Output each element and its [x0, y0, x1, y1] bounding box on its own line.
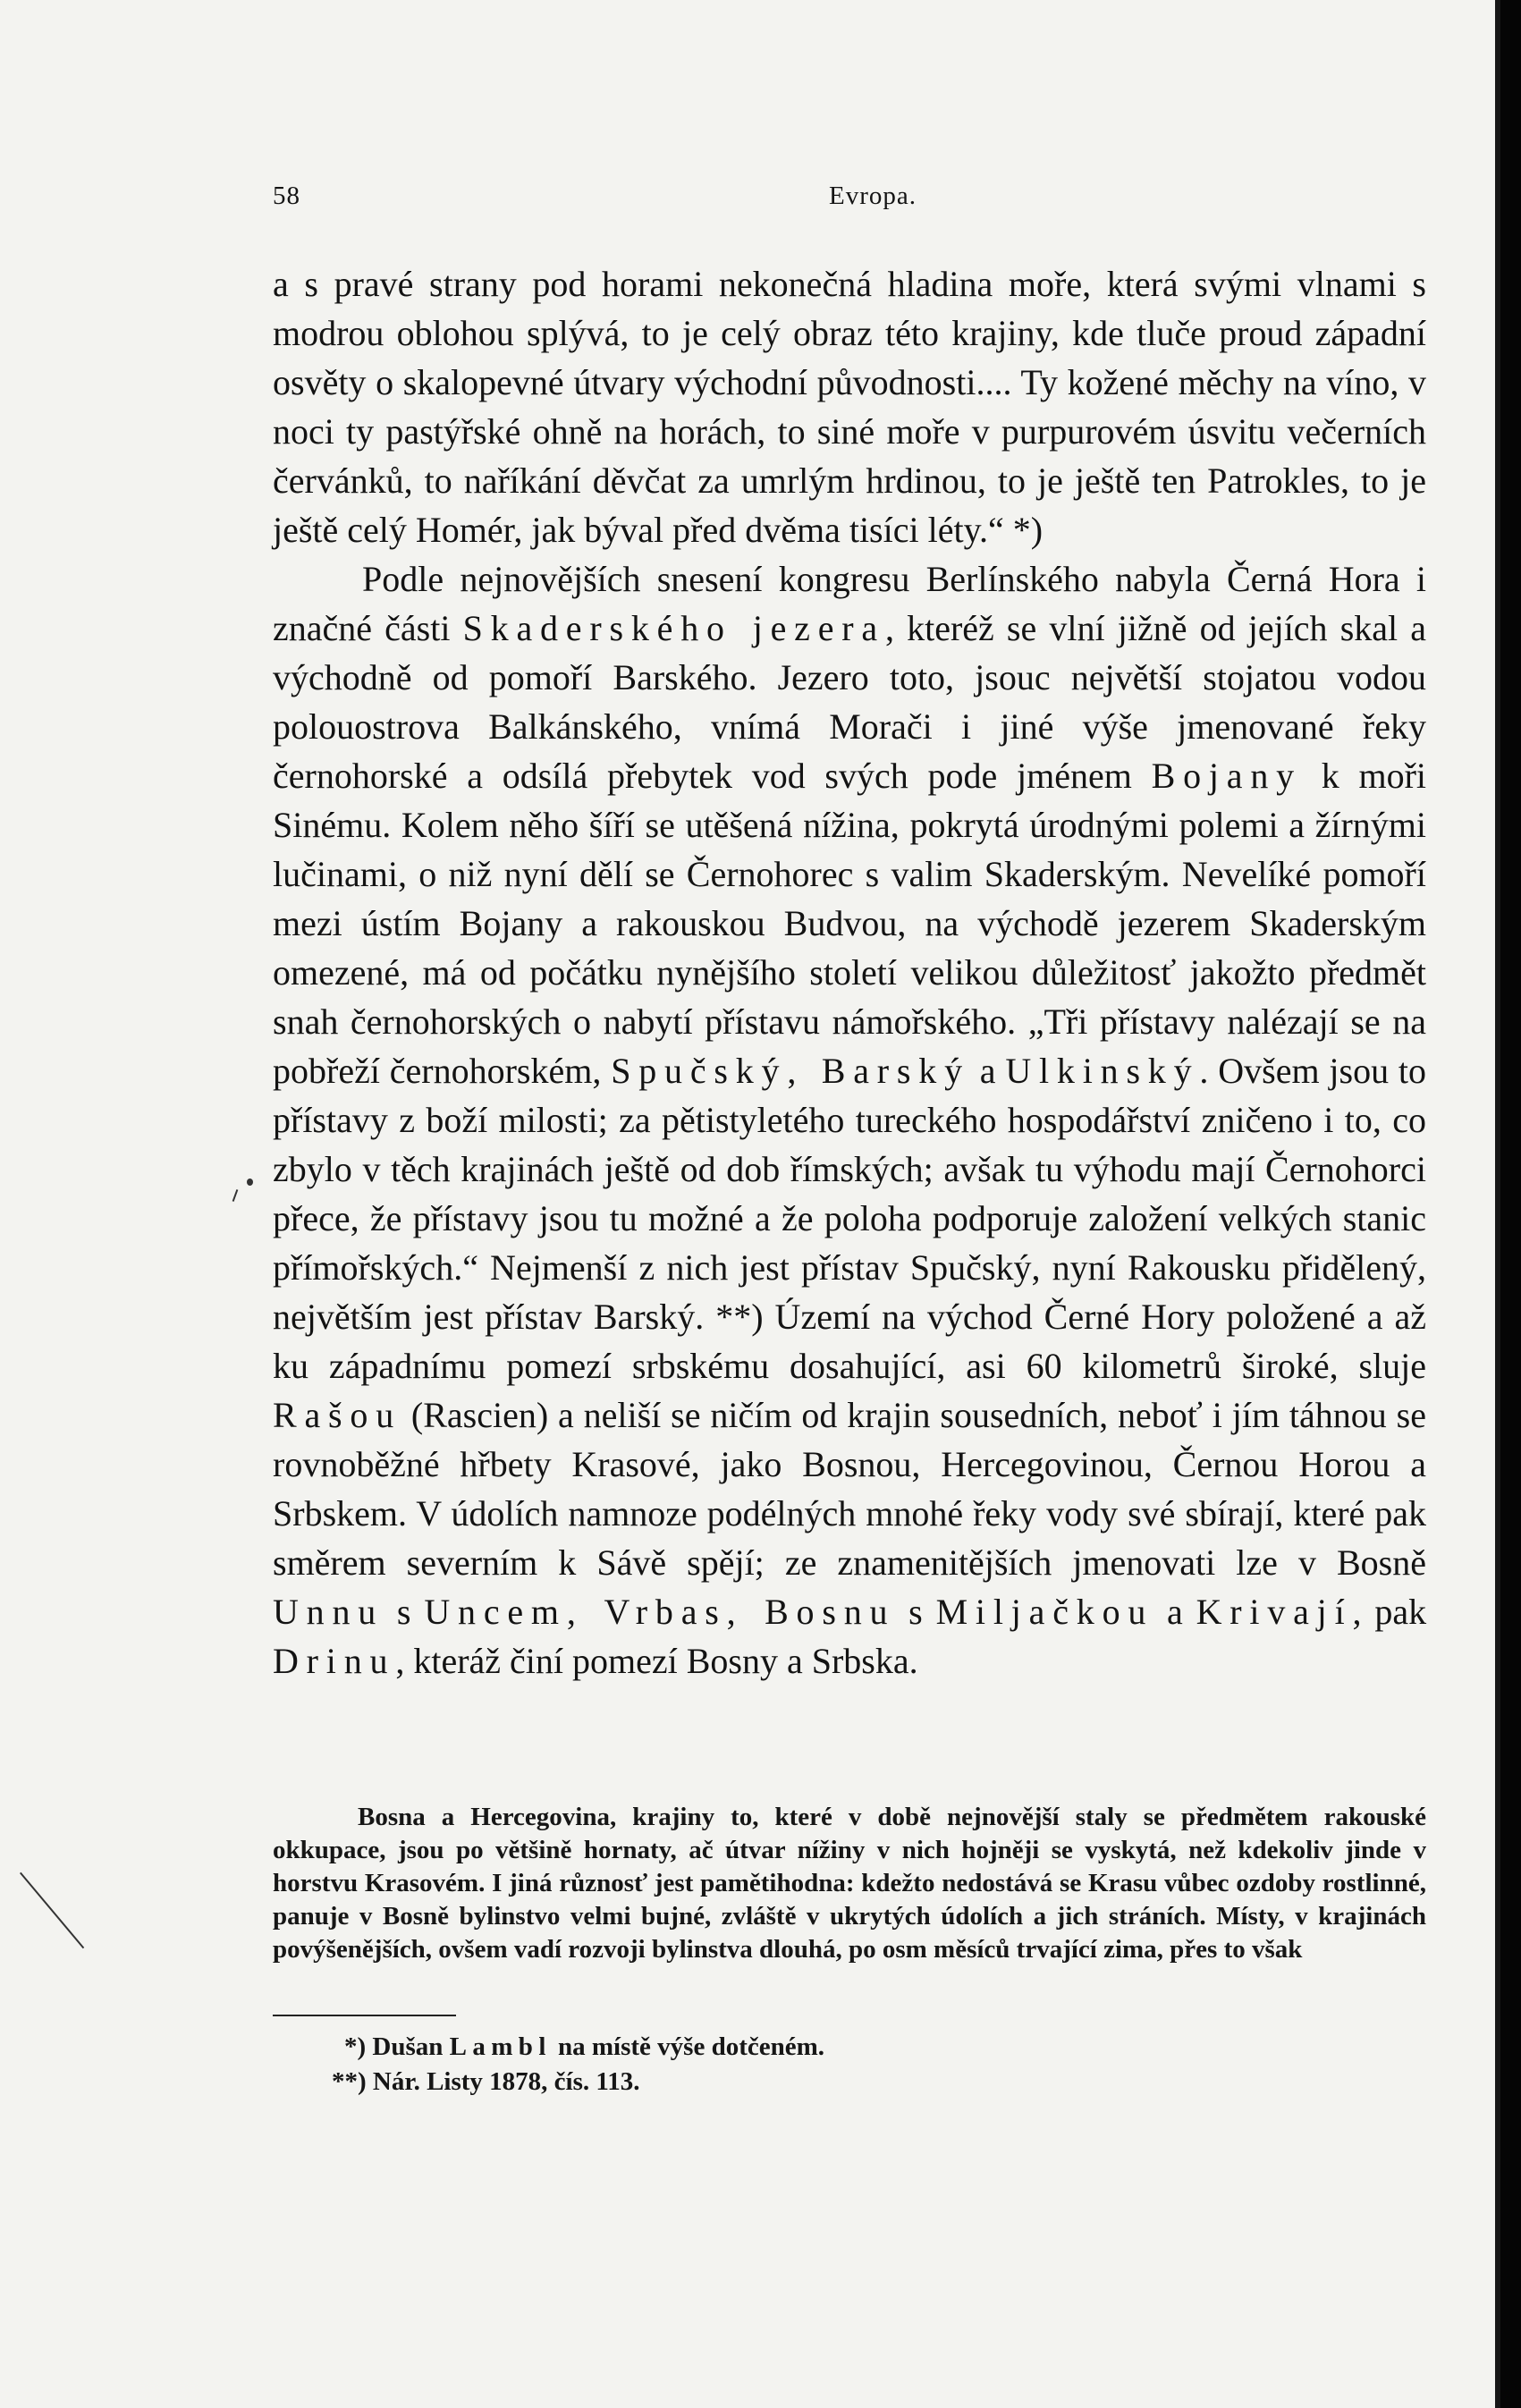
footnote-marker: **) — [332, 2067, 367, 2096]
footnote-1 — [344, 2030, 1328, 2065]
small-print-note — [273, 1801, 1426, 1966]
scan-edge — [1500, 0, 1521, 2408]
margin-speck — [247, 1179, 253, 1186]
spaced-term: Skaderského jezera — [462, 608, 885, 648]
text-run: s — [908, 1592, 923, 1632]
spaced-term: Spučský, Barský — [611, 1051, 970, 1091]
spaced-term: Ulkinský — [1005, 1051, 1200, 1091]
page-number: 58 — [273, 182, 300, 210]
spaced-term: Unnu — [273, 1592, 384, 1632]
spaced-term: Rašou — [273, 1395, 401, 1435]
footnotes — [332, 2030, 1328, 2100]
paragraph-1: a s pravé strany pod horami nekonečná hladina moře, která svými vlnami s modrou oblohou splývá, to je celý obraz této krajiny, kde tluče proud západní osvěty o skalopevné útvary východní původnosti.... Ty kožené měchy na víno, v noci ty pastýřské ohně na horách, to siné moře v purpurovém úsvitu večerních červánků, to naříkání děvčat za umrlým hrdinou, to je ještě ten Patrokles, to je ještě celý Homér, jak býval před dvěma tisíci léty.“ *) — [273, 264, 1426, 550]
footnote-text: na místě výše dotčeném. — [558, 2032, 825, 2061]
footnote-divider — [273, 2015, 456, 2016]
spaced-term: Uncem, Vrbas, Bosnu — [424, 1592, 896, 1632]
scan-scratch — [20, 1872, 84, 1949]
note-paragraph: Bosna a Hercegovina, krajiny to, které v době nejnovější staly se předmětem rakouské okkupace, jsou po většině hornaty, ač útvar nížiny v nich hojněji se vyskytá, než kdekoliv jinde v horstvu Krasovém. I jiná různosť jest pamětihodna: kdežto nedostává se Krasu vůbec ozdoby rostlinné, panuje v Bosně bylinstvo velmi bujné, zvláště v ukrytých údolích a jich stráních. Místy, v krajinách povýšenějších, ovšem vadí rozvoji bylinstva dlouhá, po osm měsíců trvající zima, přes to však — [273, 1803, 1426, 1964]
spaced-term: Bojany — [1151, 756, 1302, 796]
margin-speck — [232, 1189, 239, 1202]
text-run: (Rascien) a neliší se ničím od krajin sousedních, neboť i jím táhnou se rovnoběžné hřbety Krasové, jako Bosnou, Hercegovinou, Černou Horou a Srbskem. V údolích namnoze podélných mnohé řeky vody své sbírají, které pak směrem severním k Sávě spějí; ze znamenitějších jmenovati lze v Bosně — [273, 1395, 1426, 1583]
running-title: Evropa. — [829, 182, 917, 210]
text-run: a — [1167, 1592, 1183, 1632]
footnote-text: Dušan — [372, 2032, 444, 2061]
paragraph-2 — [273, 554, 1426, 1686]
footnote-text: Nár. Listy 1878, čís. 113. — [372, 2067, 640, 2096]
text-run: , pak — [1352, 1592, 1427, 1632]
spaced-term: Miljačkou — [935, 1592, 1154, 1632]
footnote-2 — [332, 2065, 1328, 2100]
text-run: Podle nejnovějších snesení kongresu Berlínského nabyla Černá Hora i značné části — [273, 559, 1426, 648]
text-run: , kteráž činí pomezí Bosny a Srbska. — [395, 1641, 918, 1681]
text-run: a — [979, 1051, 996, 1091]
text-run: k moři Sinému. Kolem něho šíří se utěšená nížina, pokrytá úrodnými polemi a žírnými lučinami, o niž nyní dělí se Černohorec s valim Skaderským. Nevelíké pomoří mezi ústím Bojany a rakouskou Budvou, na východě jezerem Skaderským omezené, má od počátku nynějšího století velikou důležitosť jakožto předmět snah černohorských o nabytí přístavu námořského. „Tři přístavy nalézají se na pobřeží černohorském, — [273, 756, 1427, 1091]
main-text — [273, 259, 1426, 1686]
text-run: . Ovšem jsou to přístavy z boží milosti; za pětistyletého tureckého hospodářství zničeno i to, co zbylo v těch krajinách ještě od dob římských; avšak tu výhodu mají Černohorci přece, že přístavy jsou tu možné a že poloha podporuje založení velkých stanic přímořských.“ Nejmenší z nich jest přístav Spučský, nyní Rakousku přidělený, největším jest přístav Barský. **) Území na východ Černé Hory položené a až ku západnímu pomezí srbskému dosahující, asi 60 kilometrů široké, sluje — [273, 1051, 1427, 1386]
text-run: , kteréž se vlní jižně od jejích skal a východně od pomoří Barského. Jezero toto, jsouc největší stojatou vodou polouostrova Balkánského, vnímá Morači i jiné výše jmenované řeky černohorské a odsílá přebytek vod svých pode jménem — [273, 608, 1427, 796]
text-run: s — [396, 1592, 411, 1632]
spaced-term: Drinu — [273, 1641, 396, 1681]
footnote-spaced-name: Lambl — [449, 2032, 552, 2061]
spaced-term: Krivají — [1196, 1592, 1353, 1632]
footnote-marker: *) — [344, 2032, 367, 2061]
